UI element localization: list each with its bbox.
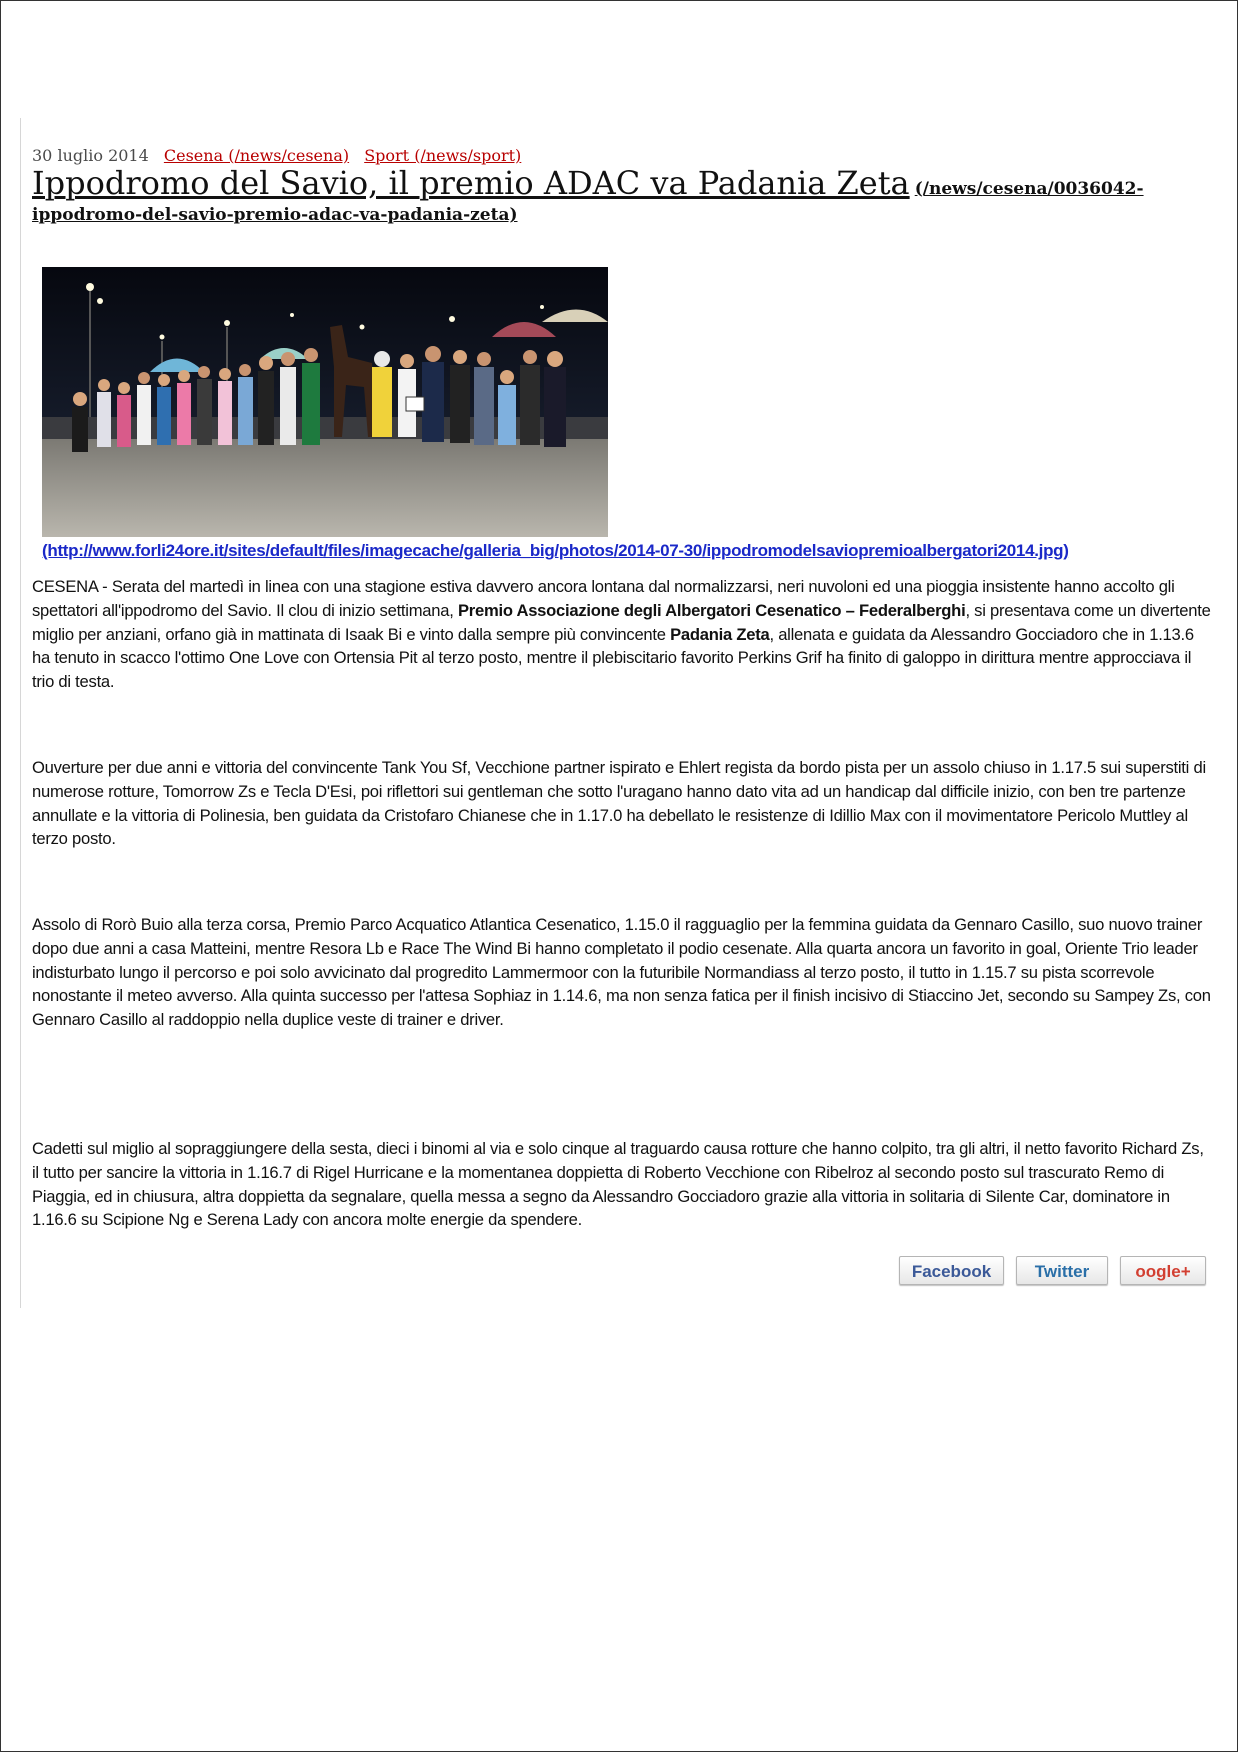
race-photo-illustration	[42, 267, 608, 537]
facebook-share-button[interactable]: Facebook	[899, 1256, 1004, 1285]
category-link-cesena[interactable]: Cesena (/news/cesena)	[163, 146, 350, 165]
p1-text-a: CESENA - Serata del martedì in linea con una stagione estiva davvero ancora lontana dal normalizzarsi, neri nuvoloni ed una pioggia insistente hanno accolto gli spettatori all'ippodromo del Savio. Il clou di inizio settimana,	[32, 577, 1175, 620]
category-link-sport[interactable]: Sport (/news/sport)	[364, 146, 522, 165]
article-paragraph-4: Cadetti sul miglio al sopraggiungere della sesta, dieci i binomi al via e solo cinque al traguardo causa rotture che hanno colpito, tra gli altri, il netto favorito Richard Zs, il tutto per sancire la vittoria in 1.16.7 di Rigel Hurricane e la momentanea doppietta di Roberto Vecchione con Ribelroz al secondo posto sul trascurato Remo di Piaggia, ed in chiusura, altra doppietta da segnalare, quella messa a segno da Alessandro Gocciadoro grazie alla vittoria in solitaria di Silente Car, dominatore in 1.16.6 su Scipione Ng e Serena Lady con ancora molte energie da spendere.	[32, 1139, 1204, 1230]
article-date: 30 luglio 2014	[32, 146, 149, 165]
article-paragraph-2: Ouverture per due anni e vittoria del convincente Tank You Sf, Vecchione partner ispirato e Ehlert regista da bordo pista per un assolo chiuso in 1.17.5 sui superstiti di numerose rotture, Tomorrow Zs e Tecla D'Esi, poi riflettori sui gentleman che sotto l'uragano hanno dato vita ad un handicap dal difficile inizio, con ben tre partenze annullate e la vittoria di Polinesia, ben guidata da Cristofaro Chianese che in 1.17.0 ha debellato le resistenze di Idillio Max con il movimentatore Pericolo Muttley al terzo posto.	[32, 758, 1206, 849]
article-photo[interactable]	[42, 267, 608, 537]
p1-text-c: , si presentava come un divertente miglio per anziani, orfano già in mattinata di Isaak Bi e vinto dalla sempre più convincente	[32, 600, 1211, 644]
p1-winner-name: Padania Zeta	[670, 624, 770, 644]
article-paragraph-1	[32, 575, 1212, 694]
p1-text-e: , allenata e guidata da Alessandro Gocciadoro che in 1.13.6 ha tenuto in scacco l'ottimo One Love con Ortensia Pit al terzo posto, mentre il plebiscitario favorito Perkins Grif ha finito di galoppo in dirittura mentre approcciava il trio di testa.	[32, 624, 1194, 692]
article-title-url[interactable]: (/news/cesena/0036042-ippodromo-del-savio-premio-adac-va-padania-zeta)	[32, 179, 1144, 226]
photo-source-link[interactable]: (http://www.forli24ore.it/sites/default/files/imagecache/galleria_big/photos/2014-07-30/ippodromodelsaviopremioalbergatori2014.jpg)	[42, 541, 1069, 560]
article-title-block	[32, 162, 1212, 227]
p1-race-name: Premio Associazione degli Albergatori Cesenatico – Federalberghi	[457, 600, 966, 620]
article-paragraph-3: Assolo di Rorò Buio alla terza corsa, Premio Parco Acquatico Atlantica Cesenatico, 1.15.0 il ragguaglio per la femmina guidata da Gennaro Casillo, suo nuovo trainer dopo due anni a casa Matteini, mentre Resora Lb e Race The Wind Bi hanno completato il podio cesenate. Alla quarta ancora un favorito in goal, Oriente Trio leader indisturbato lungo il percorso e poi solo avvicinato dal progredito Lammermoor con la futuribile Normandiass al terzo posto, il tutto in 1.15.7 su pista scorrevole nonostante il meteo avverso. Alla quinta successo per l'attesa Sophiaz in 1.14.6, ma non senza fatica per il finish incisivo di Stiaccino Jet, secondo su Sampey Zs, con Gennaro Casillo al raddoppio nella duplice veste di trainer e driver.	[32, 915, 1211, 1030]
article-title[interactable]: Ippodromo del Savio, il premio ADAC va Padania Zeta	[32, 164, 910, 202]
twitter-share-button[interactable]: Twitter	[1016, 1256, 1108, 1285]
google-plus-share-button[interactable]: oogle+	[1120, 1256, 1206, 1285]
